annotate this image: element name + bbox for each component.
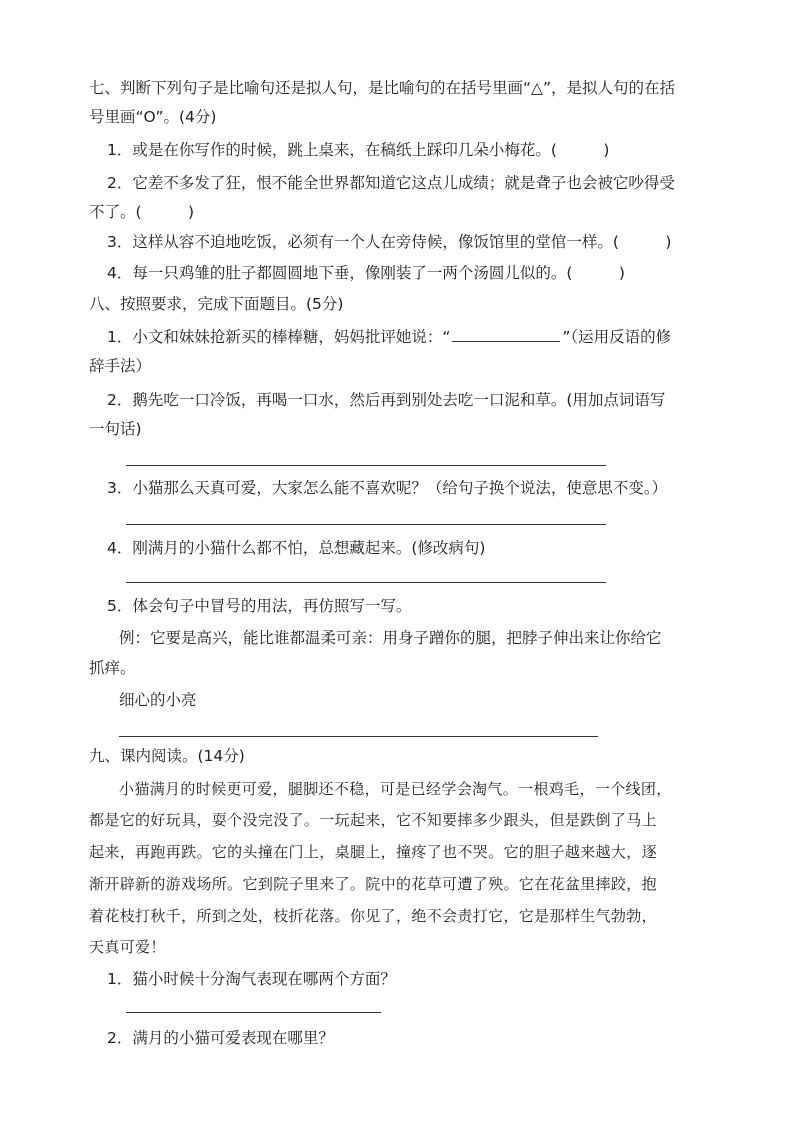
section8-question-1-line2: 辞手法） xyxy=(89,357,152,375)
section8-example-line1: 例：它要是高兴，能比谁都温柔可亲：用身子蹭你的腿，把脖子伸出来让你给它 xyxy=(119,629,662,647)
section8-question-1-line1 xyxy=(107,327,671,347)
answer-line[interactable] xyxy=(119,736,598,737)
section9-question-2: 2．满月的小猫可爱表现在哪里？ xyxy=(107,1029,334,1047)
section8-question-2-line1: 2．鹅先吃一口冷饭，再喝一口水，然后再到别处去吃一口泥和草。(用加点词语写 xyxy=(107,391,666,409)
section8-q1-suffix: ”（运用反语的修 xyxy=(562,328,672,346)
answer-blank[interactable] xyxy=(452,327,560,342)
section7-question-2-line1: 2．它差不多发了狂，恨不能全世界都知道它这点儿成绩；就是聋子也会被它吵得受 xyxy=(107,174,675,192)
section8-question-2-line2: 一句话) xyxy=(89,420,142,438)
section8-question-5: 5．体会句子中冒号的用法，再仿照写一写。 xyxy=(107,597,412,615)
section8-example-line2: 抓痒。 xyxy=(89,659,136,677)
passage-line: 着花枝打秋千，所到之处，枝折花落。你见了，绝不会责打它，它是那样生气勃勃， xyxy=(89,907,657,925)
section7-question-1: 1．或是在你写作的时候，跳上桌来，在稿纸上踩印几朵小梅花。( ) xyxy=(107,141,610,159)
section8-q1-prefix: 1．小文和妹妹抢新买的棒棒糖，妈妈批评她说：“ xyxy=(107,328,451,346)
answer-line[interactable] xyxy=(126,1012,381,1013)
passage-line: 渐开辟新的游戏场所。它到院子里来了。院中的花草可遭了殃。它在花盆里摔跤，抱 xyxy=(89,875,657,893)
section7-heading-line1: 七、判断下列句子是比喻句还是拟人句，是比喻句的在括号里画“△”，是拟人句的在括 xyxy=(89,79,675,97)
section9-heading: 九、课内阅读。(14分) xyxy=(89,747,245,765)
section8-heading: 八、按照要求，完成下面题目。(5分) xyxy=(89,295,344,313)
section7-question-2-line2: 不了。( ) xyxy=(89,203,195,221)
section7-question-3: 3．这样从容不迫地吃饭，必须有一个人在旁侍候，像饭馆里的堂倌一样。( ) xyxy=(107,233,672,251)
passage-line: 小猫满月的时候更可爱，腿脚还不稳，可是已经学会淘气。一根鸡毛，一个线团， xyxy=(119,780,672,798)
section7-heading-line2: 号里画“O”。(4分) xyxy=(89,108,217,126)
passage-line: 天真可爱！ xyxy=(89,938,166,956)
answer-line[interactable] xyxy=(126,582,606,583)
section7-question-4: 4．每一只鸡雏的肚子都圆圆地下垂，像刚装了一两个汤圆儿似的。( ) xyxy=(107,264,625,282)
answer-line[interactable] xyxy=(126,465,606,466)
section8-question-3: 3．小猫那么天真可爱，大家怎么能不喜欢呢？（给句子换个说法，使意思不变。） xyxy=(107,479,668,497)
passage-line: 都是它的好玩具，耍个没完没了。一玩起来，它不知要摔多少跟头，但是跌倒了马上 xyxy=(89,811,657,829)
section9-question-1: 1．猫小时候十分淘气表现在哪两个方面？ xyxy=(107,970,396,988)
passage-line: 起来，再跑再跌。它的头撞在门上，桌腿上，撞疼了也不哭。它的胆子越来越大，逐 xyxy=(89,843,657,861)
section8-question-4: 4．刚满月的小猫什么都不怕，总想藏起来。(修改病句) xyxy=(107,539,486,557)
section8-prompt: 细心的小亮 xyxy=(119,691,197,709)
answer-line[interactable] xyxy=(126,524,606,525)
